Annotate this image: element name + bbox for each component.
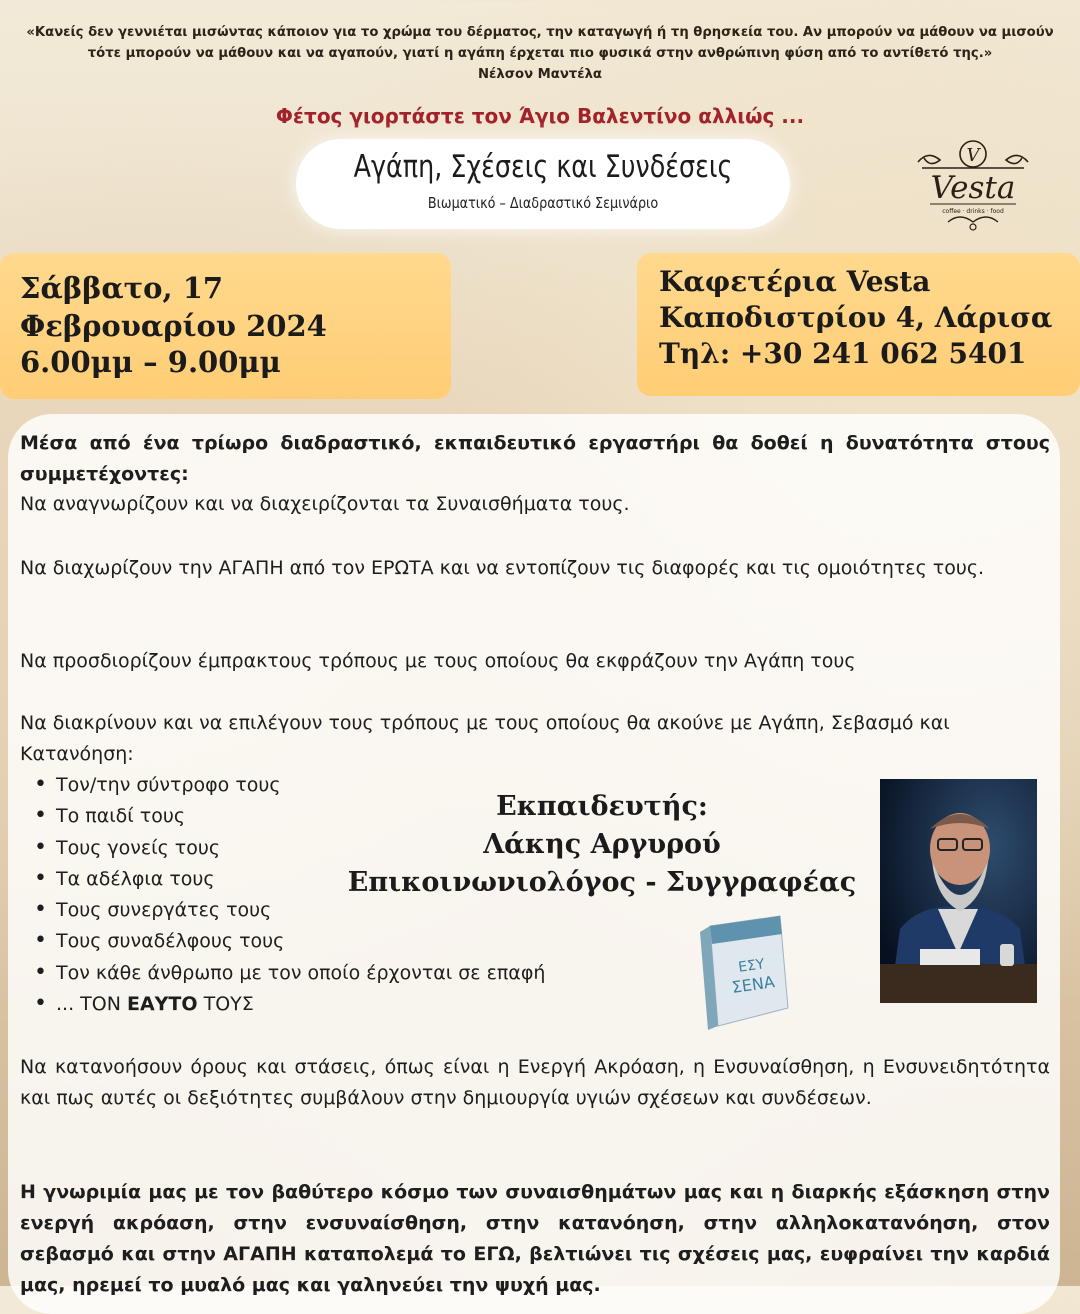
paragraph-3: Να προσδιορίζουν έμπρακτους τρόπους με τους οποίους θα εκφράζουν την Αγάπη τους	[20, 650, 856, 672]
venue-name: Καφετέρια Vesta	[659, 265, 931, 298]
event-type: Βιωματικό – Διαδραστικό Σεμινάριο	[427, 194, 659, 212]
trainer-name: Λάκης Αργυρού	[483, 829, 721, 860]
quote-author: Νέλσον Μαντέλα	[478, 67, 602, 82]
logo-letter: V	[966, 145, 980, 166]
list-item: • Τα αδέλφια τους	[34, 863, 545, 894]
subtitle: Φέτος γιορτάστε τον Άγιο Βαλεντίνο αλλιώς ...	[275, 104, 805, 128]
paragraph-5: Να κατανοήσουν όρους και στάσεις, όπως είναι η Ενεργή Ακρόαση, η Ενσυναίσθηση, η Ενσυνειδητότητα και πως αυτές οι δεξιότητες συμβάλουν στην δημιουργία υγιών σχέσεων και συνδέσεων.	[20, 1056, 1050, 1109]
paragraph-6: Η γνωριμία μας με τον βαθύτερο κόσμο των συναισθημάτων μας και η διαρκής εξάσκηση στην ενεργή ακρόαση, στην ενσυναίσθηση, στην κατανόηση, στην αλληλοκατανόηση, στον σεβασμό και στην ΑΓΑΠΗ καταπολεμά το ΕΓΩ, βελτιώνει τις σχέσεις μας, ευφραίνει την καρδιά μας, ηρεμεί το μυαλό μας και γαληνεύει την ψυχή μας.	[20, 1181, 1050, 1296]
intro-text: Μέσα από ένα τρίωρο διαδραστικό, εκπαιδευτικό εργαστήρι θα δοθεί η δυνατότητα στους συμμετέχοντες:	[20, 432, 1050, 485]
date-month-year: Φεβρουαρίου 2024	[20, 309, 327, 343]
self-prefix: ... ΤΟΝ	[56, 993, 127, 1016]
vesta-logo	[908, 134, 1038, 234]
paragraph-2: Να διαχωρίζουν την ΑΓΑΠΗ από τον ΕΡΩΤΑ και να εντοπίζουν τις διαφορές και τις ομοιότητες τους.	[20, 557, 985, 579]
date-box	[0, 253, 451, 399]
list-item: • Το παιδί τους	[34, 800, 545, 831]
paragraph-4: Να διακρίνουν και να επιλέγουν τους τρόπους με τους οποίους θα ακούνε με Αγάπη, Σεβασμό και Κατανόηση:	[20, 712, 950, 765]
date-day: Σάββατο, 17	[20, 271, 224, 305]
book-title-2: ΣΕΝΑ	[730, 972, 776, 997]
quote-line-2: τότε μπορούν να μάθουν και να αγαπούν, γιατί η αγάπη έρχεται πιο φυσικά στην ανθρώπινη φύση από το αντίθετό της.»	[87, 46, 993, 61]
list-item-self	[34, 988, 545, 1019]
trainer-label: Εκπαιδευτής:	[496, 791, 708, 822]
venue-phone: Τηλ: +30 241 062 5401	[659, 337, 1027, 370]
date-time: 6.00μμ – 9.00μμ	[20, 345, 281, 379]
event-title: Αγάπη, Σχέσεις και Συνδέσεις	[353, 149, 733, 185]
list-item: • Τον κάθε άνθρωπο με τον οποίο έρχονται σε επαφή	[34, 957, 545, 988]
trainer-photo	[880, 779, 1037, 1003]
logo-name: Vesta	[930, 170, 1016, 206]
list-item: • Τους συνεργάτες τους	[34, 894, 545, 925]
trainer-role: Επικοινωνιολόγος - Συγγραφέας	[347, 867, 857, 898]
book-image	[692, 912, 792, 1030]
book-title-1: ΕΣΥ	[737, 956, 766, 976]
list-item: • Τους συναδέλφους τους	[34, 925, 545, 956]
list-item: • Τον/την σύντροφο τους	[34, 769, 545, 800]
trainer-block	[330, 788, 874, 902]
venue-address: Καποδιστρίου 4, Λάρισα	[659, 301, 1053, 334]
venue-box	[637, 253, 1080, 396]
list-item: • Τους γονείς τους	[34, 832, 545, 863]
quote	[0, 22, 1080, 85]
self-suffix: ΤΟΥΣ	[197, 993, 254, 1016]
paragraph-1: Να αναγνωρίζουν και να διαχειρίζονται τα Συναισθήματα τους.	[20, 493, 630, 515]
event-title-pill	[296, 139, 790, 229]
logo-tagline: coffee · drinks · food	[942, 208, 1004, 215]
self-bold: ΕΑΥΤΟ	[126, 993, 198, 1016]
quote-line-1: «Κανείς δεν γεννιέται μισώντας κάποιον για το χρώμα του δέρματος, την καταγωγή ή τη θρησκεία του. Αν μπορούν να μάθουν να μισούν	[26, 25, 1054, 40]
